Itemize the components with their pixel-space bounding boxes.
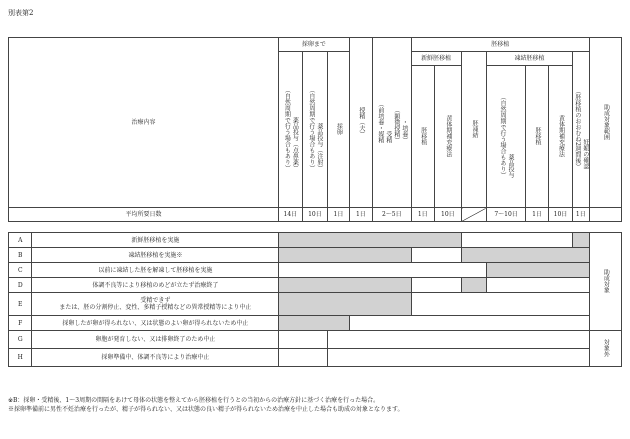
days-value-diagonal [461, 208, 487, 222]
coverage-bar [279, 316, 349, 331]
col-pregnancy: （胚移植のおおむね2週間後）妊娠の確認 [572, 52, 589, 208]
row-key: H [9, 349, 32, 367]
coverage-bar [279, 278, 411, 293]
coverage-bar [279, 293, 411, 316]
coverage-bar [461, 248, 589, 263]
col-transfer-fresh: 胚移植 [411, 66, 434, 208]
days-value: 1日 [328, 208, 349, 222]
table-row [9, 349, 622, 367]
header-table [8, 37, 622, 222]
days-value: 14日 [279, 208, 302, 222]
row-text: 以前に凍結した胚を解凍して胚移植を実施 [32, 263, 279, 278]
col-egg: 採卵 [328, 52, 349, 208]
row-key: B [9, 248, 32, 263]
table-row [9, 263, 622, 278]
cases-table [8, 232, 622, 367]
table-row [9, 331, 622, 349]
row-text: 卵胞が発育しない、又は排卵終了のため中止 [32, 331, 279, 349]
days-value: 10日 [549, 208, 572, 222]
table-row [9, 316, 622, 331]
days-value: 2〜5日 [373, 208, 411, 222]
row-key: D [9, 278, 32, 293]
days-value: 1日 [349, 208, 372, 222]
col-drug-inj: （自然周期で行う場合もあり）薬品投与（注射） [302, 52, 328, 208]
row-text: 新鮮胚移植を実施 [32, 233, 279, 248]
row-key: E [9, 293, 32, 316]
row-text: 受精できず または、胚の分割停止、変性、多精子授精などの異常授精等により中止 [32, 293, 279, 316]
table-row [9, 248, 622, 263]
scope-out: 対象外 [589, 331, 621, 367]
group-until-egg: 採卵まで [279, 38, 349, 52]
group-fresh: 新鮮胚移植 [411, 52, 461, 66]
col-luteal-fresh: 黄体期補充療法 [435, 66, 462, 208]
col-drug-frozen: （自然周期で行う場合もあり）薬品投与 [487, 66, 525, 208]
treatment-content-header: 治療内容 [9, 38, 279, 208]
col-luteal-frozen: 黄体期補充療法 [549, 66, 572, 208]
col-insemination: 授精（夫） [349, 38, 372, 208]
coverage-bar [572, 233, 589, 248]
days-value: 10日 [435, 208, 462, 222]
col-transfer-frozen: 胚移植 [525, 66, 548, 208]
row-key: C [9, 263, 32, 278]
coverage-bar [487, 263, 589, 278]
days-value: 10日 [302, 208, 328, 222]
scope-in: 助成対象 [589, 233, 621, 331]
col-scope: 助成対象範囲 [589, 38, 621, 208]
footnote: ※B：採卵・受精後、1〜3周期の間隔をあけて母体の状態を整えてから胚移植を行うとの当初からの治療方針に基づく治療を行った場合。 [8, 397, 380, 404]
row-text: 体調不良等により移植のめどが立たず治療終了 [32, 278, 279, 293]
days-value: 1日 [572, 208, 589, 222]
footnote: ※採卵準備前に男性不妊治療を行ったが、精子が得られない、又は状態の良い精子が得られないため治療を中止した場合も助成の対象となります。 [8, 406, 404, 413]
coverage-bar [461, 278, 487, 293]
days-value: 1日 [525, 208, 548, 222]
col-drug-spot: （自然周期で行う場合もあり）薬品投与（点鼻薬） [279, 52, 302, 208]
row-text: 採卵準備中、体調不良等により治療中止 [32, 349, 279, 367]
row-key: A [9, 233, 32, 248]
group-embryo: 胚移植 [411, 38, 589, 52]
table-row [9, 293, 622, 316]
page-label: 別表第2 [8, 9, 34, 17]
table-row [9, 278, 622, 293]
coverage-bar [279, 233, 462, 248]
coverage-bar [279, 248, 411, 263]
table-row [9, 233, 622, 248]
days-value: 7〜10日 [487, 208, 525, 222]
days-value: 1日 [411, 208, 434, 222]
col-culture: （前培養・媒精受精（顕微授精）・培養） [373, 38, 411, 208]
row-key: G [9, 331, 32, 349]
row-key: F [9, 316, 32, 331]
days-label: 平均所要日数 [9, 208, 279, 222]
col-freeze: 胚凍結 [461, 52, 487, 208]
group-frozen: 凍結胚移植 [487, 52, 572, 66]
row-text: 凍結胚移植を実施※ [32, 248, 279, 263]
row-text: 採卵したが卵が得られない、又は状態のよい卵が得られないため中止 [32, 316, 279, 331]
